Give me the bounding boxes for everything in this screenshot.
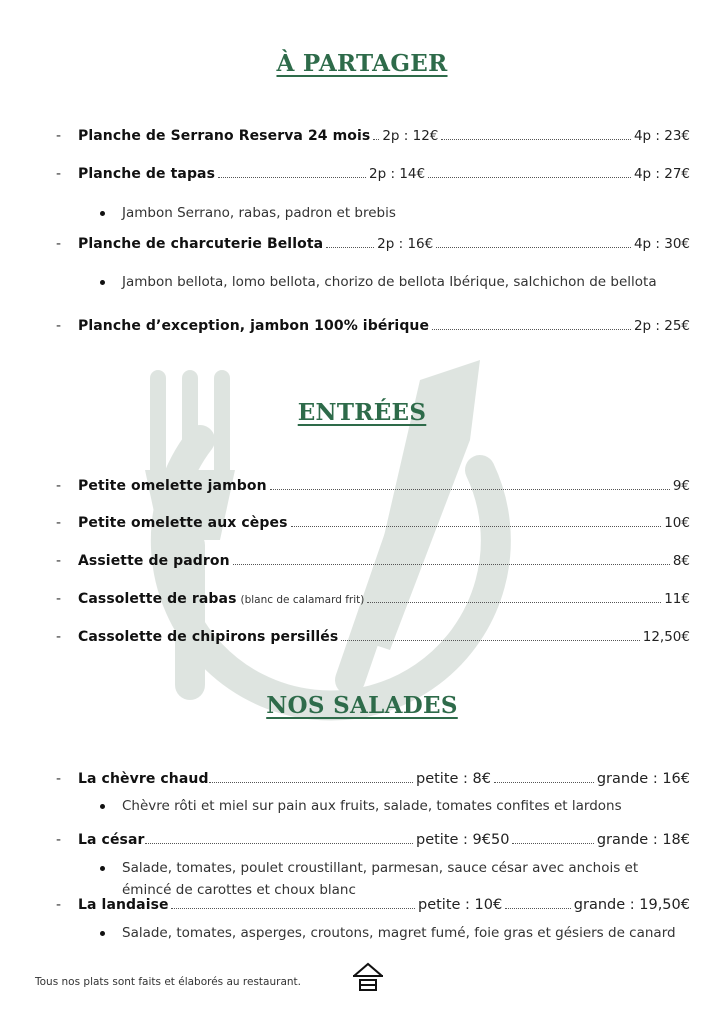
item-name: Petite omelette jambon — [78, 478, 267, 494]
item-note: (blanc de calamard frit) — [240, 594, 365, 606]
item-price-small: 2p : 12€ — [382, 128, 439, 144]
item-name: Assiette de padron — [78, 553, 230, 569]
item-name: Petite omelette aux cèpes — [78, 515, 288, 531]
menu-item: - Planche de charcuterie Bellota 2p : 16€ 4p : 30€ — [56, 236, 690, 252]
item-price: 10€ — [664, 515, 690, 531]
menu-item: - Planche d’exception, jambon 100% ibérique 2p : 25€ — [56, 318, 690, 334]
item-price-small: petite : 10€ — [418, 897, 503, 913]
menu-item: - Petite omelette jambon 9€ — [56, 478, 690, 494]
item-price-large: 4p : 23€ — [633, 128, 690, 144]
item-price-large: grande : 18€ — [596, 832, 690, 848]
item-name: Planche de tapas — [78, 166, 216, 182]
menu-item: - Planche de Serrano Reserva 24 mois 2p : 12€ 4p : 23€ — [56, 128, 690, 144]
menu-item: - Planche de tapas 2p : 14€ 4p : 27€ — [56, 166, 690, 182]
menu-item: - La landaise petite : 10€ grande : 19,50€ — [56, 897, 690, 913]
item-price: 12,50€ — [642, 629, 690, 645]
menu-item: - Petite omelette aux cèpes 10€ — [56, 515, 690, 531]
section-title-salades: NOS SALADES — [266, 692, 458, 719]
item-name: La landaise — [78, 897, 169, 913]
item-price-small: petite : 8€ — [416, 771, 491, 787]
item-price-large: grande : 16€ — [596, 771, 690, 787]
item-name: Planche d’exception, jambon 100% ibérique — [78, 318, 430, 334]
item-name: Cassolette de chipirons persillés — [78, 629, 339, 645]
item-price-large: 4p : 30€ — [633, 236, 690, 252]
item-description: Jambon bellota, lomo bellota, chorizo de bellota Ibérique, salchichon de bellota — [100, 271, 680, 293]
item-price-small: petite : 9€50 — [416, 832, 510, 848]
item-description: Jambon Serrano, rabas, padron et brebis — [100, 202, 680, 224]
item-price-small: 2p : 14€ — [369, 166, 426, 182]
item-name: Planche de charcuterie Bellota — [78, 236, 324, 252]
item-name: La chèvre chaud — [78, 771, 209, 787]
item-name: Planche de Serrano Reserva 24 mois — [78, 128, 371, 144]
item-name: Cassolette de rabas — [78, 591, 237, 607]
house-logo-icon — [351, 960, 385, 994]
footer-note: Tous nos plats sont faits et élaborés au restaurant. — [35, 976, 302, 988]
section-title-entrees: ENTRÉES — [297, 399, 427, 426]
item-name: La césar — [78, 832, 145, 848]
item-description: Salade, tomates, poulet croustillant, parmesan, sauce césar avec anchois et émincé de carottes et choux blanc — [100, 857, 680, 901]
item-description: Salade, tomates, asperges, croutons, magret fumé, foie gras et gésiers de canard — [100, 922, 680, 944]
section-title-partager: À PARTAGER — [276, 50, 448, 77]
item-price: 11€ — [664, 591, 690, 607]
item-description: Chèvre rôti et miel sur pain aux fruits, salade, tomates confites et lardons — [100, 795, 680, 817]
menu-item: - La césar petite : 9€50 grande : 18€ — [56, 832, 690, 848]
item-price-small: 2p : 16€ — [377, 236, 434, 252]
menu-item: - La chèvre chaud petite : 8€ grande : 16€ — [56, 771, 690, 787]
item-price: 2p : 25€ — [633, 318, 690, 334]
menu-item: - Cassolette de rabas (blanc de calamard frit) 11€ — [56, 591, 690, 607]
item-price: 9€ — [672, 478, 690, 494]
item-price-large: 4p : 27€ — [633, 166, 690, 182]
menu-item: - Cassolette de chipirons persillés 12,50€ — [56, 629, 690, 645]
item-price: 8€ — [672, 553, 690, 569]
menu-item: - Assiette de padron 8€ — [56, 553, 690, 569]
item-price-large: grande : 19,50€ — [573, 897, 690, 913]
